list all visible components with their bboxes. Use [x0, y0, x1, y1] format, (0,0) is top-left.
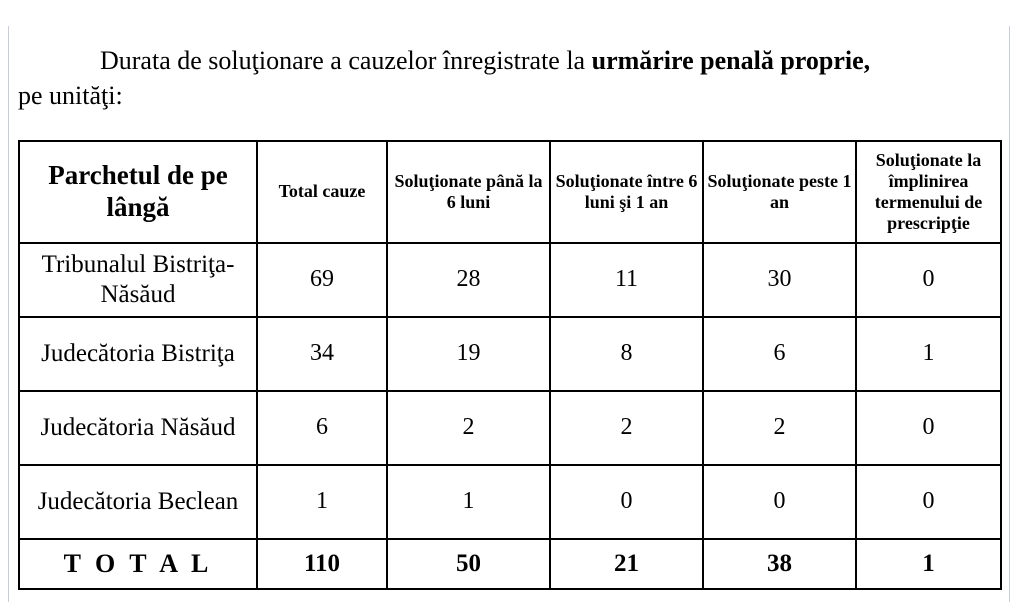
table-total-row [19, 539, 1001, 589]
cell-under-6: 1 [387, 465, 550, 539]
cell-prescriptie: 1 [856, 317, 1001, 391]
intro-text-emphasis: urmărire penală proprie, [591, 46, 871, 75]
column-header-over-1-year: Soluţionate peste 1 an [703, 141, 856, 243]
intro-paragraph [0, 26, 1018, 114]
cell-under-6: 2 [387, 391, 550, 465]
table-row [19, 243, 1001, 317]
cell-total: 69 [257, 243, 387, 317]
cell-over-1-year: 6 [703, 317, 856, 391]
cell-over-1-year: 2 [703, 391, 856, 465]
cell-over-1-year: 0 [703, 465, 856, 539]
cell-6-to-12: 8 [550, 317, 703, 391]
document-body [0, 26, 1018, 590]
column-header-6-to-12: Soluţionate între 6 luni şi 1 an [550, 141, 703, 243]
cell-total-over-1-year: 38 [703, 539, 856, 589]
table-row [19, 317, 1001, 391]
cell-total: 6 [257, 391, 387, 465]
cell-total-under-6: 50 [387, 539, 550, 589]
cell-under-6: 28 [387, 243, 550, 317]
column-header-unit: Parchetul de pe lângă [19, 141, 257, 243]
table-header-row [19, 141, 1001, 243]
cell-total-label: T O T A L [19, 539, 257, 589]
cell-unit: Tribunalul Bistriţa-Năsăud [19, 243, 257, 317]
cell-total-total: 110 [257, 539, 387, 589]
cell-unit: Judecătoria Năsăud [19, 391, 257, 465]
cell-under-6: 19 [387, 317, 550, 391]
table-body [19, 243, 1001, 589]
cell-total-prescriptie: 1 [856, 539, 1001, 589]
table-row [19, 391, 1001, 465]
cell-total-6-to-12: 21 [550, 539, 703, 589]
column-header-prescriptie: Soluţionate la împlinirea termenului de prescripţie [856, 141, 1001, 243]
cell-6-to-12: 2 [550, 391, 703, 465]
cell-total: 1 [257, 465, 387, 539]
cell-over-1-year: 30 [703, 243, 856, 317]
intro-text-line2: pe unităţi: [18, 80, 123, 110]
cell-prescriptie: 0 [856, 391, 1001, 465]
table-header [19, 141, 1001, 243]
column-header-under-6: Soluţionate până la 6 luni [387, 141, 550, 243]
cell-total: 34 [257, 317, 387, 391]
intro-text-prefix: Durata de soluţionare a cauzelor înregistrate la [100, 46, 592, 75]
column-header-total: Total cauze [257, 141, 387, 243]
cell-prescriptie: 0 [856, 243, 1001, 317]
cell-unit: Judecătoria Beclean [19, 465, 257, 539]
cell-prescriptie: 0 [856, 465, 1001, 539]
duration-table [18, 140, 1002, 590]
cell-6-to-12: 11 [550, 243, 703, 317]
cell-6-to-12: 0 [550, 465, 703, 539]
cell-unit: Judecătoria Bistriţa [19, 317, 257, 391]
table-row [19, 465, 1001, 539]
